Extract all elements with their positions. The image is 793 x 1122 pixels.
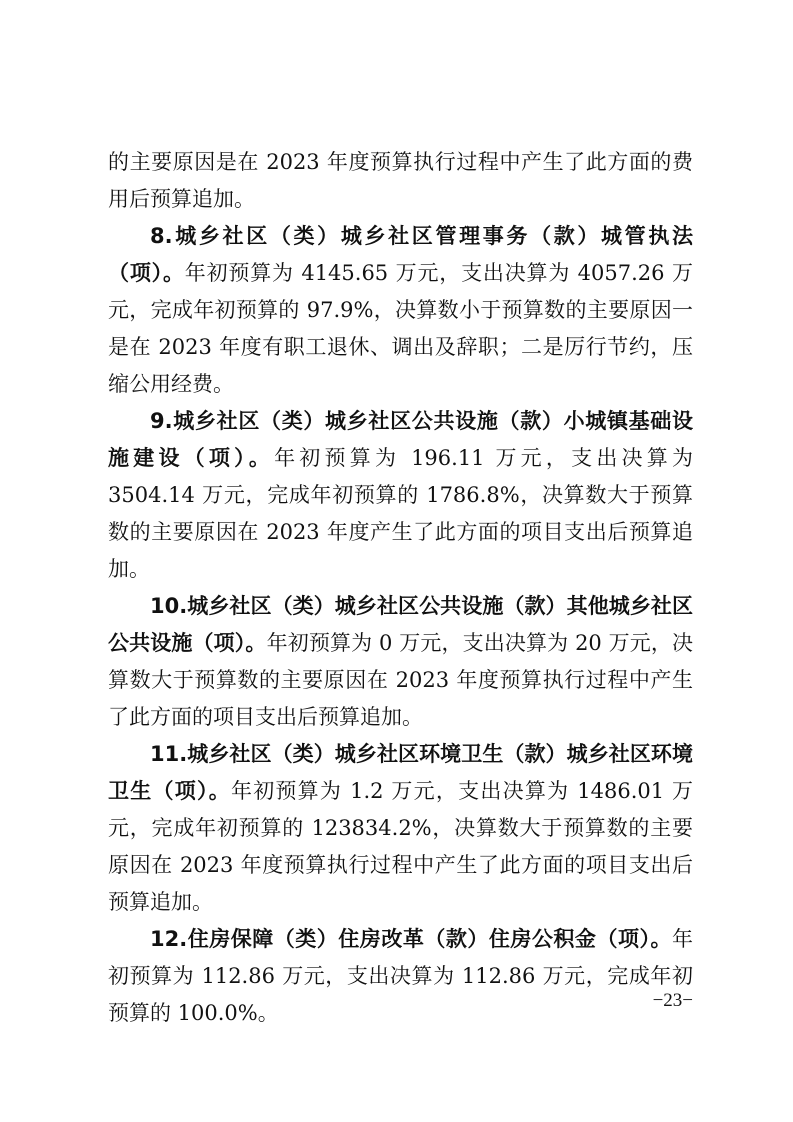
paragraph-item-11 xyxy=(108,736,693,921)
paragraph-heading: 10.城乡社区（类）城乡社区公共设施（款）其他城乡社区公共设施（项）。 xyxy=(108,594,693,655)
paragraph-item-8 xyxy=(108,218,693,403)
paragraph-text: 年初预算为 0 万元，支出决算为 20 万元，决算数大于预算数的主要原因在 2023 年度预算执行过程中产生了此方面的项目支出后预算追加。 xyxy=(108,631,693,729)
paragraph-item-9 xyxy=(108,403,693,588)
paragraph-heading: 9.城乡社区（类）城乡社区公共设施（款）小城镇基础设施建设（项）。 xyxy=(108,409,693,470)
paragraph-heading: 11.城乡社区（类）城乡社区环境卫生（款）城乡社区环境卫生（项）。 xyxy=(108,742,693,803)
paragraph-item-12 xyxy=(108,921,693,1032)
paragraph-text: 的主要原因是在 2023 年度预算执行过程中产生了此方面的费用后预算追加。 xyxy=(108,150,693,211)
paragraph-item-10 xyxy=(108,588,693,736)
document-body xyxy=(108,144,693,1032)
paragraph-heading: 12.住房保障（类）住房改革（款）住房公积金（项）。 xyxy=(150,927,672,951)
page-number: −23− xyxy=(652,990,693,1011)
paragraph-heading: 8.城乡社区（类）城乡社区管理事务（款）城管执法（项）。 xyxy=(108,224,693,285)
paragraph-continuation xyxy=(108,144,693,218)
paragraph-text: 年初预算为 4145.65 万元，支出决算为 4057.26 万元，完成年初预算的 97.9%，决算数小于预算数的主要原因一是在 2023 年度有职工退休、调出及辞职；二是厉行节约，压缩公用经费。 xyxy=(108,261,693,396)
paragraph-text: 年初预算为 1.2 万元，支出决算为 1486.01 万元，完成年初预算的 123834.2%，决算数大于预算数的主要原因在 2023 年度预算执行过程中产生了此方面的项目支出后预算追加。 xyxy=(108,779,694,914)
paragraph-text: 年初预算为 112.86 万元，支出决算为 112.86 万元，完成年初预算的 100.0%。 xyxy=(108,927,693,1025)
paragraph-text: 年初预算为 196.11 万元，支出决算为 3504.14 万元，完成年初预算的 1786.8%，决算数大于预算数的主要原因在 2023 年度产生了此方面的项目支出后预算追加。 xyxy=(108,446,693,581)
